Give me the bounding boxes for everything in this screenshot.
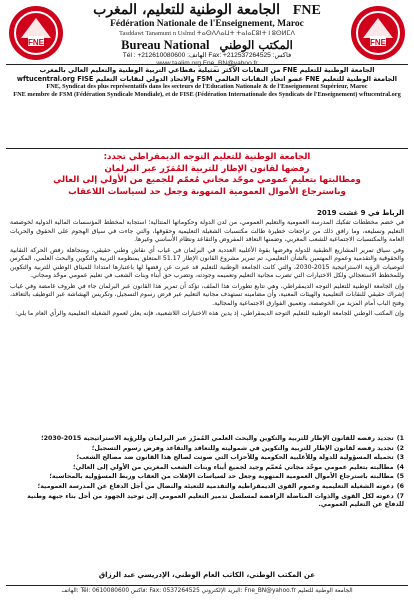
- org-name-fr: Fédération Nationale de l'Enseignement, Maroc: [110, 19, 304, 29]
- demand-item: [10, 435, 404, 444]
- org-name-ar: [70, 2, 344, 19]
- demand-number: 2): [396, 444, 404, 452]
- logo-left-text: FNE: [28, 38, 44, 47]
- document-date: الرباط في 9 غشت 2019: [316, 209, 404, 217]
- demand-item: [10, 473, 404, 482]
- demand-number: 5): [396, 473, 404, 481]
- signature-line: عن المكتب الوطني، الكاتب العام الوطني، الإدريسي عبد الرزاق: [98, 571, 316, 579]
- demand-number: 4): [396, 463, 404, 471]
- org-abbr: FNE: [292, 3, 321, 18]
- member-divider: [6, 148, 408, 149]
- body-text: [10, 219, 404, 321]
- demand-text: دعوته الشغيلة التعليمية وعموم القوى الديمقراطية والتقدمية للتعبئة والنضال من أجل الدفاع عن المدرسة العمومية؛: [37, 482, 394, 490]
- member-line-4: FNE membre de FSM (Fédération Syndicale Mondiale), et de FISE (Fédération Internationale des Syndicats de l'Enseignement) wftucentral.org: [13, 91, 401, 98]
- header-divider: [6, 64, 408, 65]
- demand-text: تجديد رفضه للقانون الإطار للتربية والتكوين والبحث العلمي المُمرّر عبر البرلمان وللرؤية الاستراتيجية 2015-2030؛: [41, 435, 394, 442]
- org-name-tifinagh: Tasddawt Tanamunt n Uslmd ⵜⴰⵙⴷⴷⴰⵡⵜ ⵜⴰⵏⴰⵎⵓⵏⵜ ⵏ ⵓⵙⵍⵎⴷ: [119, 30, 295, 37]
- member-line-3: FNE, Syndicat des plus représentatifs dans les secteurs de l'Education Nationale & de l'Enseignement Supérieur, Maroc: [46, 83, 368, 90]
- title-line-3: ومطالبتها بتعليم عمومي موحّد مجاني مُعمّم للجميع من الأولي إلى العالي: [53, 175, 361, 185]
- title-line-4: وباسترجاع الأموال العمومية المنهوبة وجعل حد لسياسات اللاعقاب: [68, 186, 346, 197]
- demand-text: مطالبته باسترجاع الأموال العمومية المنهوبة وجعل حد لسياسات الإفلات من العقاب وربط المسؤولية بالمحاسبة؛: [49, 473, 394, 481]
- demand-text: دعوته لكل القوى والذوات المناضلة الرافضة لمسلسل تدمير التعليم العمومي إلى توحيد الجهود من أجل بناء جبهة وطنية للدفاع عن التعليم العمومي.: [27, 492, 404, 509]
- contact-line: Tél : +212610080600 :الهاتف Fax: +212537264525 :فاكس: [122, 52, 292, 59]
- fne-logo-right: [348, 4, 408, 62]
- demands-list: [10, 435, 404, 511]
- body-paragraph: وإن المكتب الوطني للجامعة الوطنية للتعليم التوجه الديمقراطي، إذ يدين هذه الاختيارات اللاشعبية، فإنه يعلن لعموم الشغيلة التعليمية والرأي العام ما يلي:: [15, 310, 404, 317]
- demand-item: [10, 493, 404, 510]
- letterhead: [0, 0, 414, 64]
- demand-item: [10, 464, 404, 473]
- footer-divider: [6, 585, 408, 586]
- footer-contact: الجامعة الوطنية للتعليم Fne_BN@yahoo.fr :البريد الإلكتروني Fax: 0537264525 :فاكس Tél: 0610080600 :الهاتف: [61, 588, 353, 594]
- demand-text: تحميله المسؤولية للدولة وللأغلبية الحكومية وللأحزاب التي صوتت لصالح هذا القانون ضد مصالح الشعب؛: [76, 454, 394, 462]
- body-paragraph: وفي سياق تمرير المشاريع الطبقية للدولة وفرضها بقوة الأغلبية العددية في البرلمان في غياب أي نقاش وطني حقيقي، ومتجاهلة رفض الحركة النقابية والحقوقية والتقدمية وعموم المهتمين بالشأن التعليمي، تم تمرير مشروع القانون الإطار 51.17 المتعلق بمنظومة التربية والتكوين والبحث العلمي، المكرس لتوصيات الرؤية الاستراتيجية 2015-2030، والتي كانت الجامعة الوطنية للتعليم قد عبرت عن رفضها لها باعتبارها امتدادا للميثاق الوطني للتربية والتكوين وللمخطط الاستعجالي ولكل الاختيارات التي تضرب مجانية التعليم وتعميمه وجودته، وتضرب حق أبناء وبنات الشعب في تعليم عمومي موحّد ومجاني.: [10, 246, 404, 279]
- letterhead-center: [70, 2, 344, 68]
- logo-right-text: FNE: [370, 38, 386, 47]
- fne-logo-icon: [7, 4, 65, 62]
- membership-statement: [8, 66, 406, 99]
- demand-number: 6): [396, 482, 404, 490]
- demand-item: [10, 445, 404, 454]
- demand-item: [10, 483, 404, 492]
- org-ar-text: الجامعة الوطنية للتعليم، المغرب: [93, 2, 280, 18]
- demand-text: مطالبته بتعليم عمومي موحّد مجاني مُعمّم وجيد لجميع أبناء وبنات الشعب المغربي من الأولي إلى العالي؛: [73, 463, 394, 471]
- title-line-2: رفضها لقانون الإطار للتربية المُمَرّر عبر البرلمان: [104, 163, 310, 174]
- bureau-title: [70, 38, 344, 52]
- demand-item: [10, 454, 404, 463]
- fne-logo-icon: [349, 4, 407, 62]
- demand-text: تجديد رفضه لقانون الإطار للتربية والتكوين في شموليته وللتعاقد والتقاعد وفرض رسوم التسجيل؛: [91, 444, 394, 452]
- body-paragraph: في خضم مخططات تفكيك المدرسة العمومية والتعليم العمومي، من لدن الدولة وحكوماتها المتتالية؛ استجابة لمخطط المؤسسات المالية الدولية لخوصصة التعليم وتسليعه، وما رافق ذلك من تراجعات خطيرة طالت مكتسبات الشغيلة التعليمية وحقوقها، والتي جاءت في سياق الهجوم على الحقوق والحريات العامة والمكتسبات الاجتماعية للشعب المغربي، وضمنها التعاقد المفروض والتقاعد ونظام الأساسي وغيرها.: [10, 219, 404, 243]
- title-block: [10, 152, 404, 198]
- demand-number: 3): [396, 454, 404, 462]
- demand-number: 1): [396, 435, 404, 442]
- bureau-ar: المكتب الوطني: [219, 38, 293, 52]
- fne-logo-left: [6, 4, 66, 62]
- member-line-1: الجامعة الوطنية للتعليم FNE من النقابات الأكثر تمثيلية بقطاعي التربية الوطنية والتعليم العالي بالمغرب: [39, 66, 375, 74]
- body-paragraph: وإن الجامعة الوطنية للتعليم التوجه الديمقراطي، وهي تتابع تطورات هذا الملف، تؤكد أن تمرير هذا القانون عبر البرلمان جاء في ظروف غامضة وفي غياب إشراك حقيقي للنقابات التعليمية والهيئات المعنية، وأن مضامينه تستهدف مجانية التعليم عبر فرض رسوم التسجيل، وتكريس الهشاشة عبر التوظيف بالتعاقد، وفتح الباب أمام المزيد من الخوصصة، وتعميق الفوارق الاجتماعية والمجالية.: [10, 282, 404, 307]
- bureau-fr: Bureau National: [121, 38, 210, 52]
- member-line-2: الجامعة الوطنية للتعليم FNE عضو اتحاد النقابات العالمي FSM والاتحاد الدولي لنقابات التعليم wftucentral.org FISE: [16, 74, 398, 83]
- title-line-1: الجامعة الوطنية للتعليم التوجه الديمقراطي تجدد:: [103, 152, 311, 162]
- demand-number: 7): [396, 492, 404, 500]
